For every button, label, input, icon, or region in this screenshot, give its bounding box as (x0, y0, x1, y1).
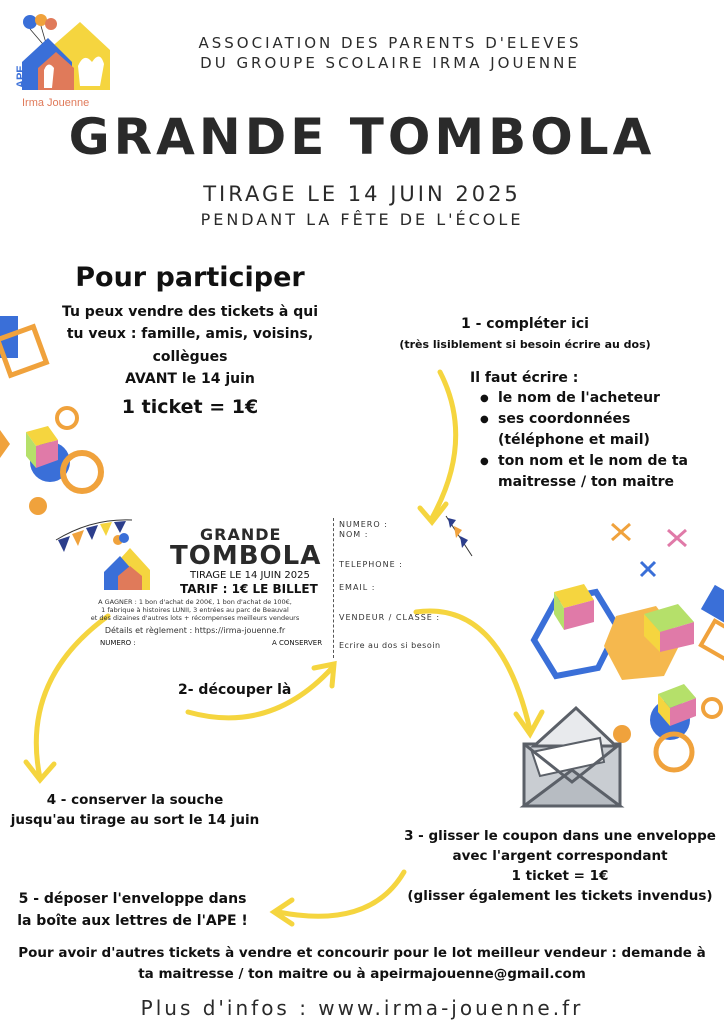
orange-ring-small-right (703, 699, 721, 717)
participer-line-3: collègues (152, 349, 228, 365)
step1-title: 1 - compléter ici (461, 316, 589, 332)
step4-line-1: 4 - conserver la souche (46, 792, 224, 808)
ticket-logo-icon (104, 533, 150, 590)
participer-line-4: AVANT le 14 juin (125, 371, 255, 387)
coupon-email: EMAIL : (339, 583, 376, 592)
main-title: GRANDE TOMBOLA (68, 108, 656, 166)
ticket-gagner-2: 1 fabrique à histoires LUNII, 3 entrées au parc de Beauval (101, 606, 289, 614)
cube-left-icon (26, 426, 58, 468)
ticket-cut-line (333, 518, 334, 658)
orange-cross-icon (612, 524, 630, 540)
list-item: ● ton nom et le nom de ta maitresse / ton maitre (478, 451, 718, 493)
step3-line-3: 1 ticket = 1€ (511, 868, 609, 884)
ticket-numero: NUMERO : (100, 639, 136, 647)
ticket-tombola: TOMBOLA (170, 541, 322, 571)
orange-square-outline-right (701, 621, 724, 659)
participer-line-1: Tu peux vendre des tickets à qui (61, 304, 319, 320)
pendant-fete: PENDANT LA FÊTE DE L'ÉCOLE (200, 210, 524, 229)
step1-subtitle: (très lisiblement si besoin écrire au dos) (399, 338, 651, 351)
step2-label: 2- découper là (178, 682, 292, 698)
bunting-right-icon (446, 516, 472, 556)
bottom-line-2: ta maitresse / ton maitre ou à apeirmajouenne@gmail.com (138, 966, 586, 982)
association-line-2: DU GROUPE SCOLAIRE IRMA JOUENNE (200, 54, 580, 72)
ticket-details: Détails et règlement : https://irma-jouenne.fr (104, 626, 286, 635)
ticket-price: 1 ticket = 1€ (121, 396, 259, 418)
list-item: ● ses coordonnées (téléphone et mail) (478, 409, 718, 451)
tirage-date: TIRAGE LE 14 JUIN 2025 (203, 182, 521, 206)
step4-text (0, 790, 270, 830)
ticket-gagner-3: et des dizaines d'autres lots + récompenses meilleurs vendeurs (90, 614, 300, 622)
blue-cross-icon (641, 562, 655, 576)
step4-line-2: jusqu'au tirage au sort le 14 juin (10, 812, 260, 828)
step5-line-2: la boîte aux lettres de l'APE ! (17, 913, 248, 929)
coupon-numero: NUMERO : (339, 520, 388, 529)
pink-cross-icon (668, 530, 686, 546)
step3-line-4: (glisser également les tickets invendus) (407, 888, 713, 904)
step5-line-1: 5 - déposer l'enveloppe dans (18, 891, 247, 907)
coupon-vendeur: VENDEUR / CLASSE : (339, 613, 441, 622)
orange-triangle-shape (0, 430, 10, 458)
step3-line-1: 3 - glisser le coupon dans une enveloppe (404, 828, 716, 844)
orange-ring-shape (63, 453, 101, 491)
cube-right-1-icon (554, 584, 594, 630)
arrow-step4 (36, 616, 108, 778)
ticket-tarif: TARIF : 1€ LE BILLET (180, 582, 318, 596)
logo-letters: APE (15, 65, 27, 88)
step1-faut-ecrire: Il faut écrire : (470, 370, 579, 386)
blue-square-right (701, 585, 724, 623)
orange-dot-right (613, 725, 631, 743)
ticket-gagner-1: A GAGNER : 1 bon d'achat de 200€, 1 bon d'achat de 100€, (98, 598, 292, 606)
ape-logo (8, 10, 118, 110)
step1-list (478, 388, 718, 493)
ticket-conserver: A CONSERVER (272, 639, 323, 647)
coupon-dos: Ecrire au dos si besoin (339, 641, 441, 650)
arrow-step3 (416, 611, 530, 730)
association-line-1: ASSOCIATION DES PARENTS D'ELEVES (198, 34, 582, 52)
bottom-line-1: Pour avoir d'autres tickets à vendre et concourir pour le lot meilleur vendeur : demande à (18, 945, 706, 961)
coupon-nom: NOM : (339, 530, 369, 539)
orange-dot-shape (29, 497, 47, 515)
logo-name: Irma Jouenne (22, 97, 90, 109)
participer-line-2: tu veux : famille, amis, voisins, (66, 326, 314, 342)
participer-title: Pour participer (75, 262, 305, 293)
infos-link[interactable]: Plus d'infos : www.irma-jouenne.fr (140, 996, 584, 1020)
step5-text (0, 888, 265, 932)
ticket-grande: GRANDE (200, 525, 282, 544)
list-item: ● le nom de l'acheteur (478, 388, 718, 409)
bottom-note (0, 943, 724, 985)
step3-line-2: avec l'argent correspondant (452, 848, 668, 864)
step3-text (395, 826, 724, 906)
arrow-step5 (278, 872, 404, 916)
ticket-tirage: TIRAGE LE 14 JUIN 2025 (190, 570, 310, 581)
coupon-telephone: TELEPHONE : (339, 560, 403, 569)
arrow-step1 (432, 372, 456, 518)
